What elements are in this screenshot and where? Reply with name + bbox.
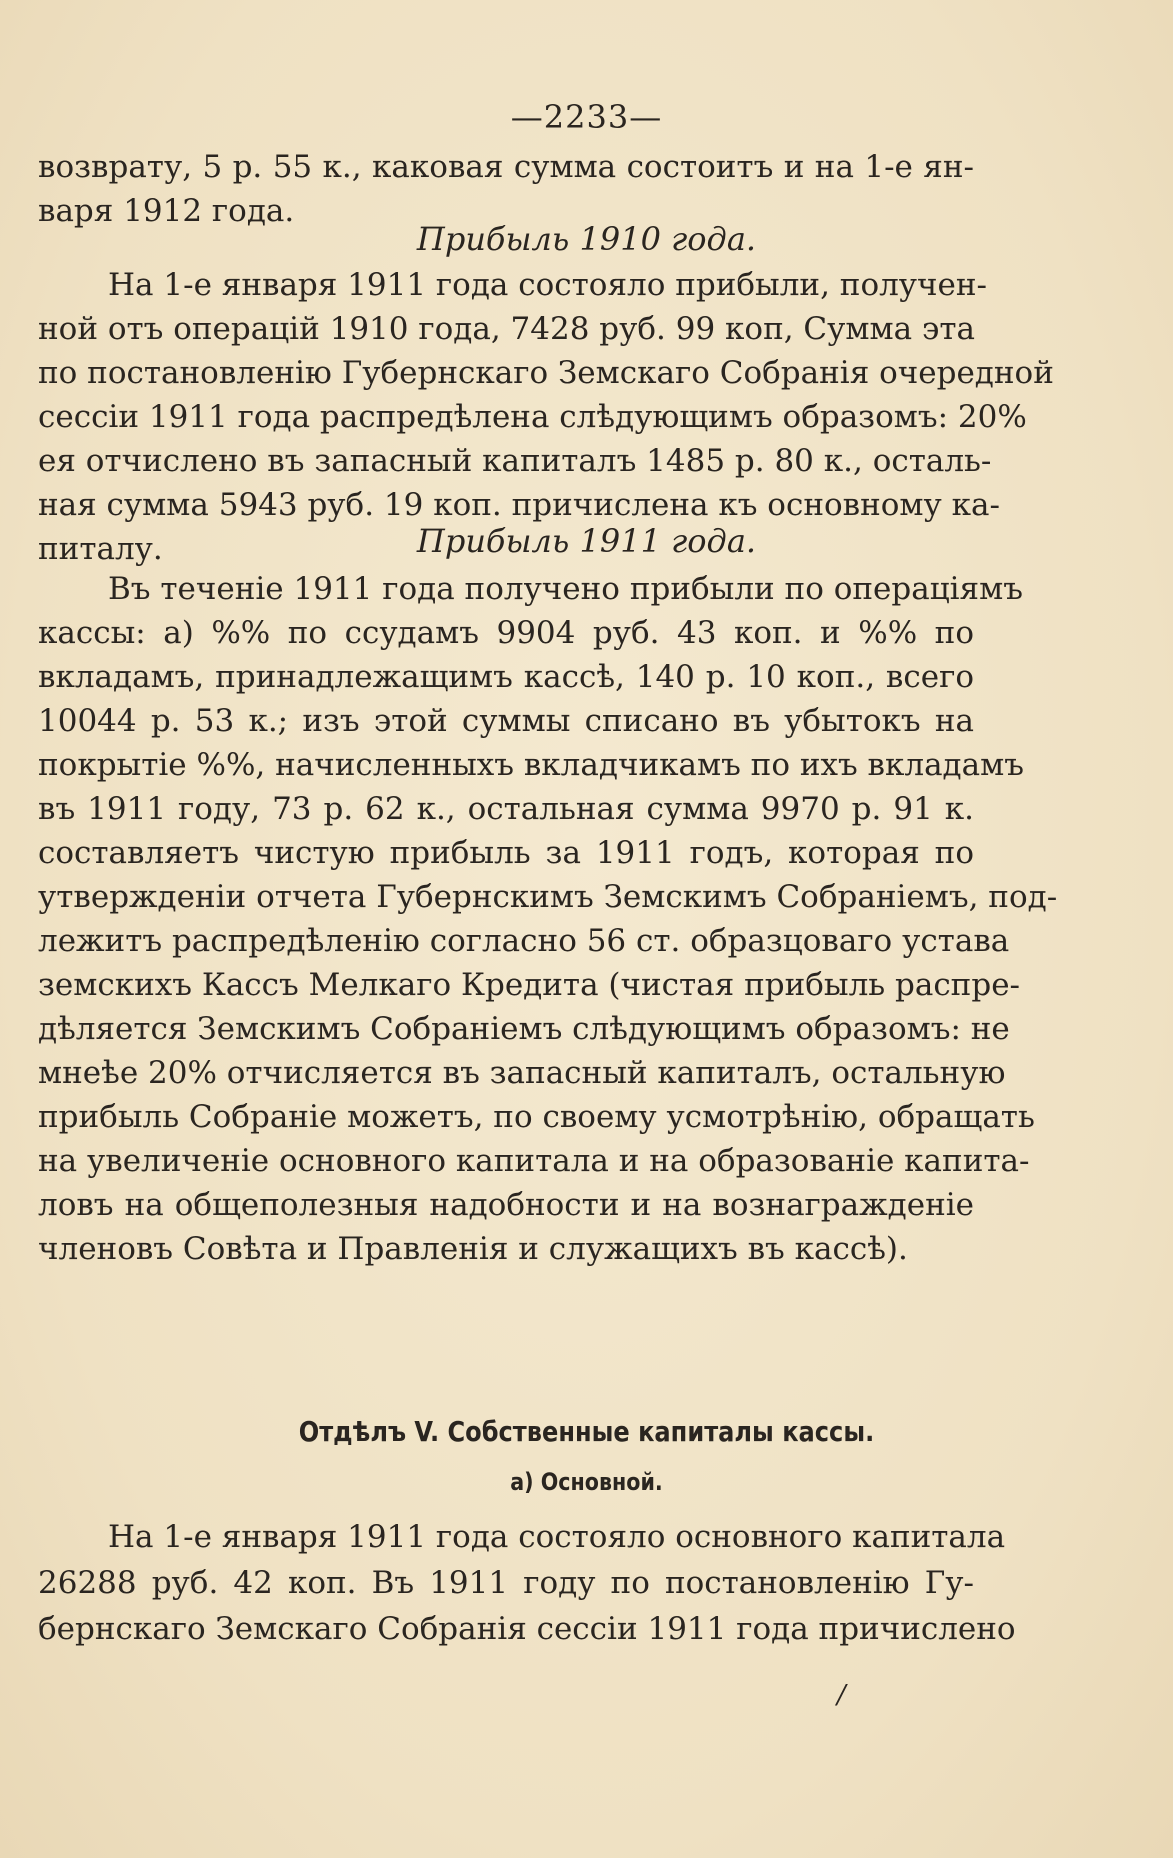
text-line: На 1-е января 1911 года состояло прибыли, получен- [108,267,988,303]
text-line: ея отчислено въ запасный капиталъ 1485 р. 80 к., осталь- [38,443,992,479]
text-line: 26288 руб. 42 коп. Въ 1911 году по постановленію Гу- [38,1565,974,1601]
text-line: На 1-е января 1911 года состояло основного капитала [108,1519,1006,1555]
subheading-basic: а) Основной. [510,1468,663,1496]
text-line: въ 1911 году, 73 р. 62 к., остальная сумма 9970 р. 91 к. [38,791,974,827]
text-line: утвержденіи отчета Губернскимъ Земскимъ Собраніемъ, под- [38,879,1058,915]
text-line: кассы: а) %% по ссудамъ 9904 руб. 43 коп. и %% по [38,615,974,651]
margin-mark: / [837,1680,846,1710]
text-line: возврату, 5 р. 55 к., каковая сумма состоитъ и на 1-е ян- [38,149,974,185]
section-heading: Отдѣлъ V. Собственные капиталы кассы. [298,1415,875,1448]
page-number: —2233— [510,98,663,136]
text-line: по постановленію Губернскаго Земскаго Собранія очередной [38,355,1054,391]
text-line: бернскаго Земскаго Собранія сессіи 1911 года причислено [38,1611,1016,1647]
text-line: дѣляется Земскимъ Собраніемъ слѣдующимъ образомъ: не [38,1011,1010,1047]
text-line: составляетъ чистую прибыль за 1911 годъ, которая по [38,835,974,871]
text-line: лежитъ распредѣленію согласно 56 ст. образцоваго устава [38,923,1010,959]
text-line: питалу. [38,531,163,567]
text-line: членовъ Совѣта и Правленія и служащихъ въ кассѣ). [38,1231,908,1267]
text-line: покрытіе %%, начисленныхъ вкладчикамъ по ихъ вкладамъ [38,747,1024,783]
text-line: на увеличеніе основного капитала и на образованіе капита- [38,1143,1030,1179]
text-line: ная сумма 5943 руб. 19 коп. причислена къ основному ка- [38,487,1000,523]
text-line: сессіи 1911 года распредѣлена слѣдующимъ образомъ: 20% [38,399,1027,435]
heading-profit-1911: Прибыль 1911 года. [416,522,757,560]
text-line: вкладамъ, принадлежащимъ кассѣ, 140 р. 10 коп., всего [38,659,974,695]
text-line: ловъ на общеполезныя надобности и на вознагражденіе [38,1187,974,1223]
heading-profit-1910: Прибыль 1910 года. [416,220,757,258]
text-line: мнеѣе 20% отчисляется въ запасный капиталъ, остальную [38,1055,1006,1091]
text-line: ной отъ операцій 1910 года, 7428 руб. 99 коп, Сумма эта [38,311,975,347]
text-line: земскихъ Кассъ Мелкаго Кредита (чистая прибыль распре- [38,967,1021,1003]
text-line: 10044 р. 53 к.; изъ этой суммы списано въ убытокъ на [38,703,974,739]
text-line: варя 1912 года. [38,193,295,229]
text-line: прибыль Собраніе можетъ, по своему усмотрѣнію, обращать [38,1099,1035,1135]
text-line: Въ теченіе 1911 года получено прибыли по операціямъ [108,571,1023,607]
